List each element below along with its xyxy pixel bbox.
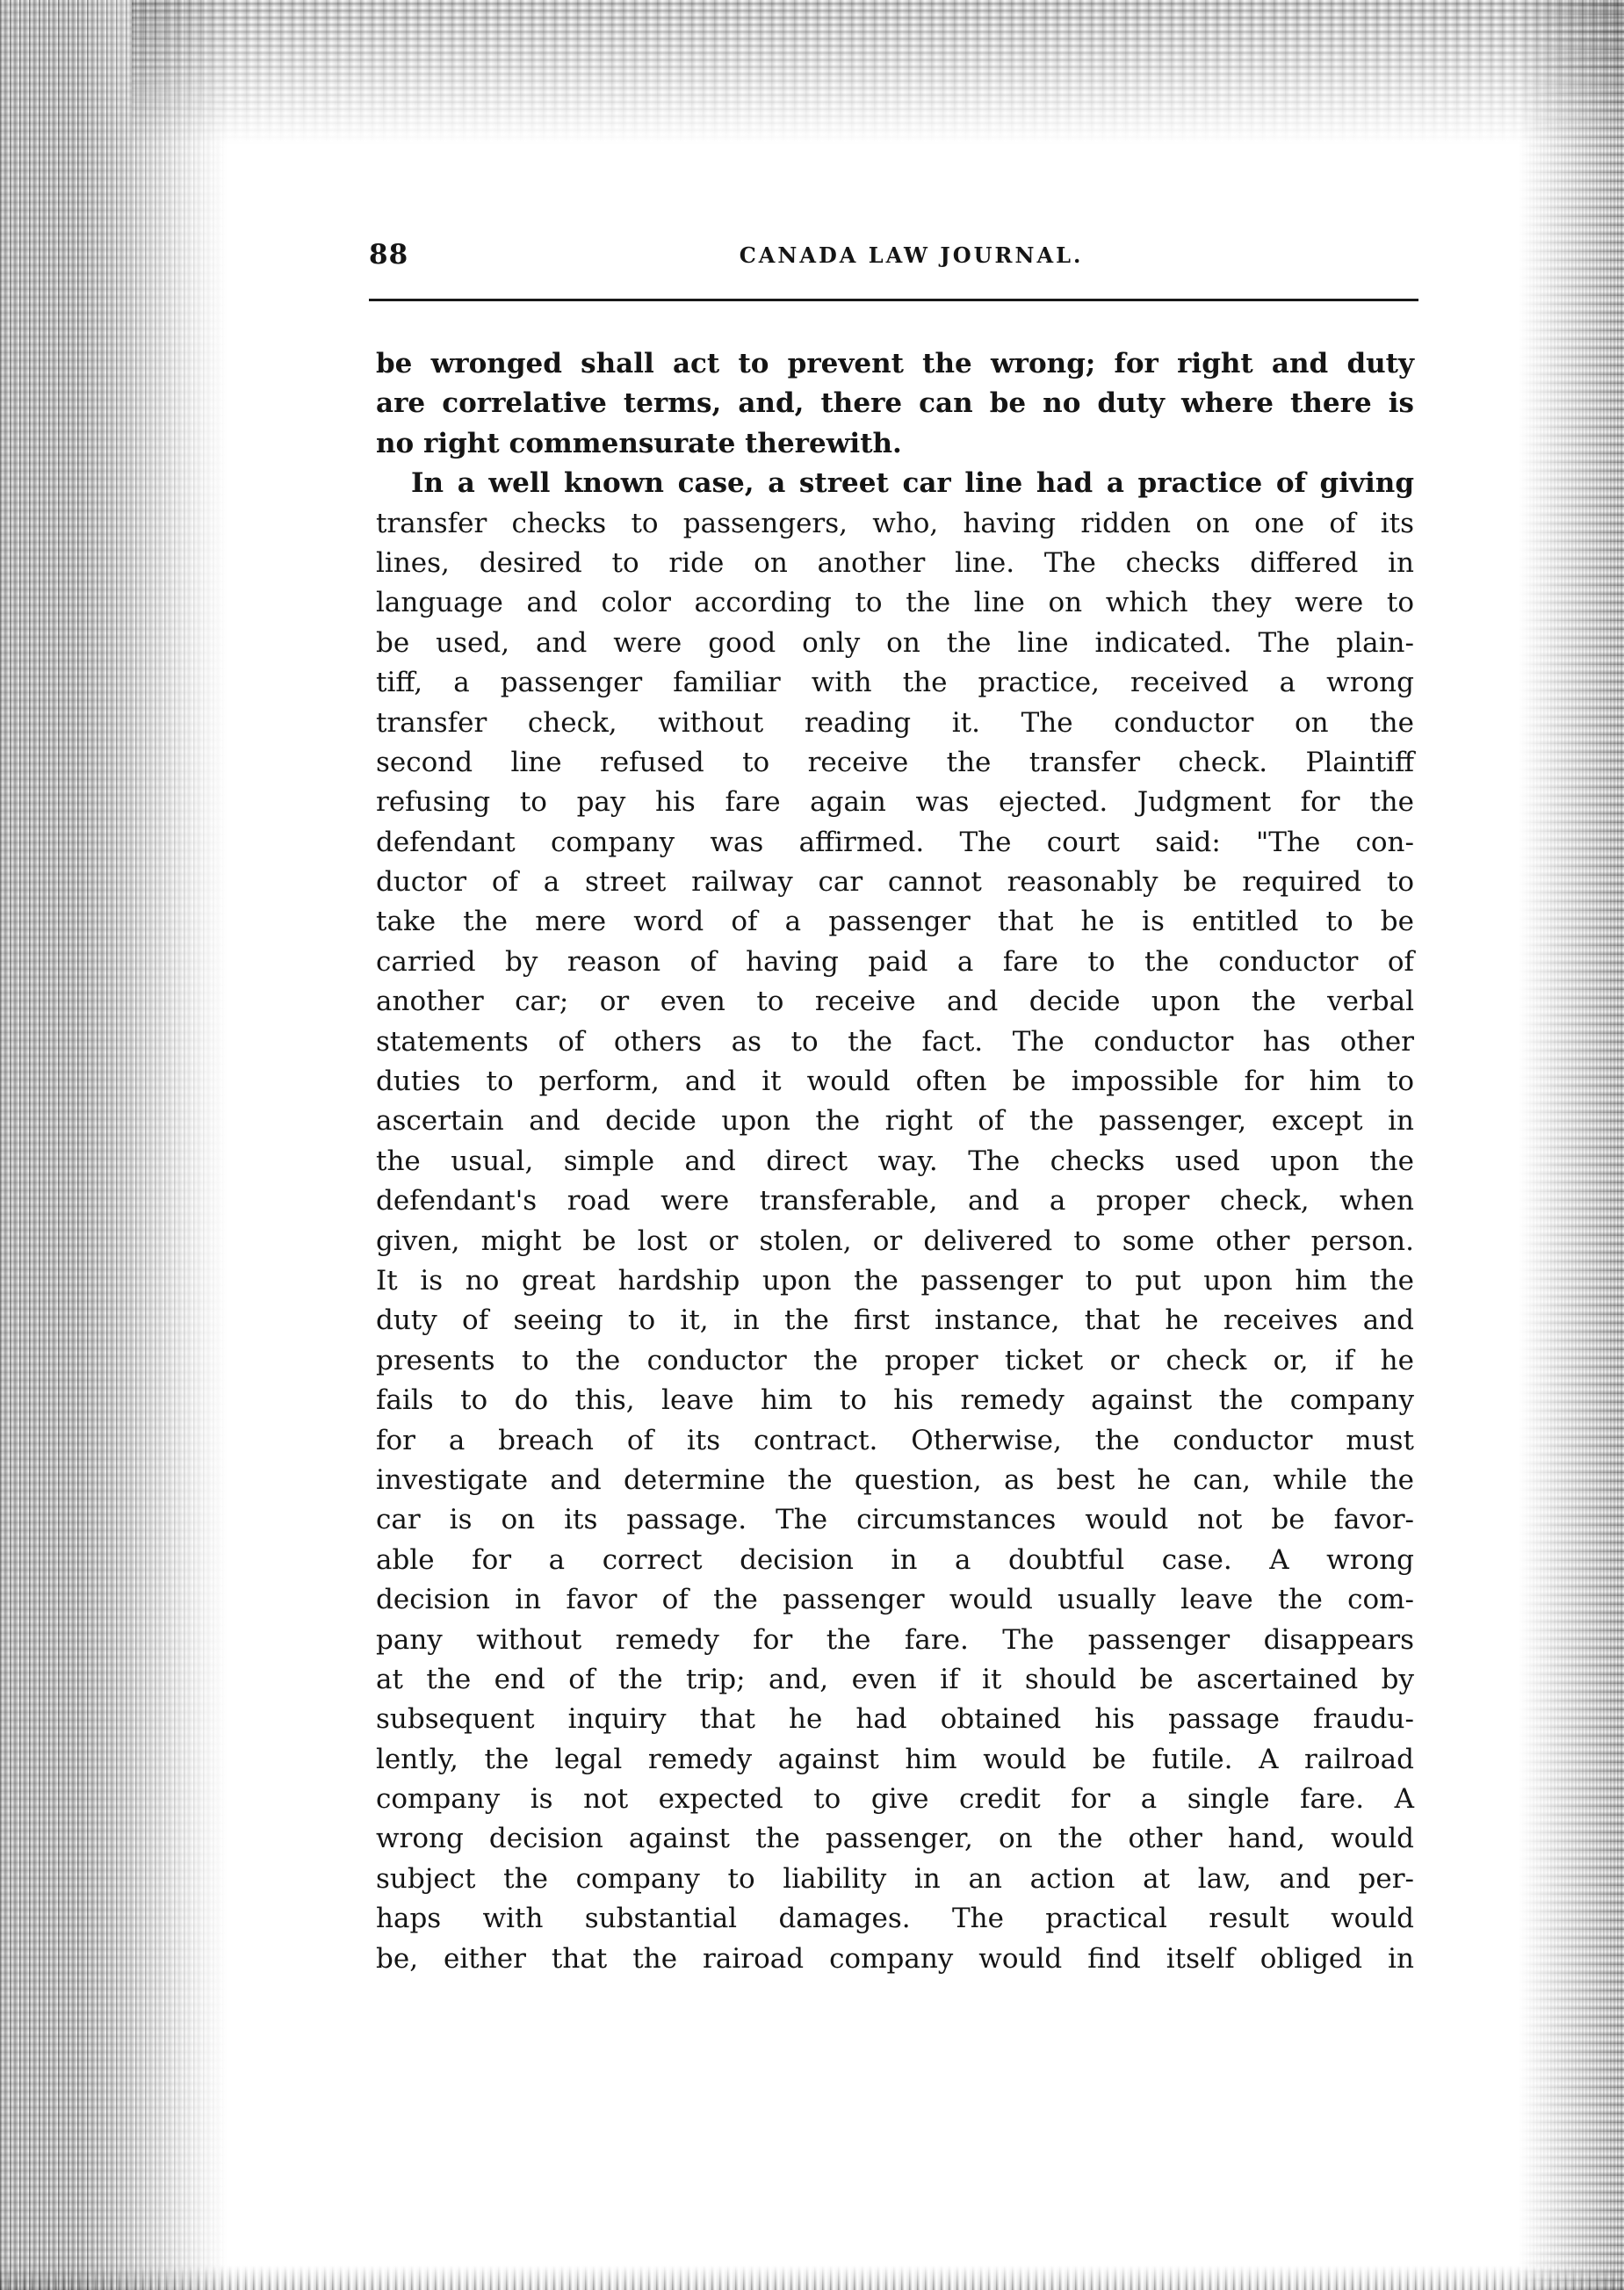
page-number: 88 bbox=[369, 239, 409, 271]
text-line: wrong decision against the passenger, on the other hand, would bbox=[376, 1823, 1414, 1855]
text-line: second line refused to receive the transfer check. Plaintiff bbox=[376, 746, 1414, 778]
text-line: fails to do this, leave him to his remedy against the company bbox=[376, 1384, 1414, 1417]
text-line: haps with substantial damages. The practical result would bbox=[376, 1903, 1414, 1935]
text-line: refusing to pay his fare again was ejected. Judgment for the bbox=[376, 786, 1414, 819]
scan-edge-left bbox=[0, 0, 228, 2290]
text-line: subject the company to liability in an action at law, and per- bbox=[376, 1862, 1414, 1895]
text-line: given, might be lost or stolen, or delivered to some other person. bbox=[376, 1224, 1414, 1257]
text-line: duty of seeing to it, in the first instance, that he receives and bbox=[376, 1304, 1414, 1337]
text-line: It is no great hardship upon the passenger to put upon him the bbox=[376, 1264, 1414, 1297]
text-line: transfer check, without reading it. The conductor on the bbox=[376, 706, 1414, 739]
text-line: ascertain and decide upon the right of the passenger, except in bbox=[376, 1105, 1414, 1138]
text-line: language and color according to the line on which they were to bbox=[376, 587, 1414, 619]
text-line: are correlative terms, and, there can be no duty where there is bbox=[376, 387, 1414, 420]
text-line: statements of others as to the fact. The conductor has other bbox=[376, 1025, 1414, 1058]
text-line: lines, desired to ride on another line. The checks differed in bbox=[376, 546, 1414, 579]
text-line: ductor of a street railway car cannot reasonably be required to bbox=[376, 866, 1414, 899]
text-line: transfer checks to passengers, who, having ridden on one of its bbox=[376, 507, 1414, 539]
text-line: duties to perform, and it would often be impossible for him to bbox=[376, 1066, 1414, 1098]
text-line: the usual, simple and direct way. The checks used upon the bbox=[376, 1145, 1414, 1177]
page-header bbox=[369, 239, 1418, 285]
text-line: carried by reason of having paid a fare to the conductor of bbox=[376, 945, 1414, 978]
text-line: defendant company was affirmed. The court said: "The con- bbox=[376, 826, 1414, 858]
text-line: at the end of the trip; and, even if it should be ascertained by bbox=[376, 1663, 1414, 1695]
text-line: decision in favor of the passenger would usually leave the com- bbox=[376, 1584, 1414, 1616]
text-line: another car; or even to receive and decide upon the verbal bbox=[376, 986, 1414, 1018]
text-line: be used, and were good only on the line indicated. The plain- bbox=[376, 626, 1414, 659]
text-line: In a well known case, a street car line had a practice of giving bbox=[411, 467, 1414, 500]
body-text bbox=[376, 344, 1414, 1979]
text-line: lently, the legal remedy against him would be futile. A railroad bbox=[376, 1743, 1414, 1775]
text-line: be wronged shall act to prevent the wrong; for right and duty bbox=[376, 348, 1414, 379]
scan-edge-bottom bbox=[0, 2265, 1624, 2290]
header-rule bbox=[369, 299, 1418, 301]
scan-edge-right bbox=[1519, 0, 1624, 2290]
text-line: investigate and determine the question, as best he can, while the bbox=[376, 1463, 1414, 1496]
text-line: no right commensurate therewith. bbox=[376, 427, 902, 459]
text-line: for a breach of its contract. Otherwise, the conductor must bbox=[376, 1424, 1414, 1456]
text-line: pany without remedy for the fare. The passenger disappears bbox=[376, 1623, 1414, 1656]
text-line: defendant's road were transferable, and a proper check, when bbox=[376, 1185, 1414, 1217]
text-line: able for a correct decision in a doubtful case. A wrong bbox=[376, 1543, 1414, 1576]
text-line: company is not expected to give credit for a single fare. A bbox=[376, 1783, 1414, 1816]
text-line: be, either that the rairoad company would find itself obliged in bbox=[376, 1942, 1414, 1975]
text-line: take the mere word of a passenger that he is entitled to be bbox=[376, 906, 1414, 938]
text-line: car is on its passage. The circumstances would not be favor- bbox=[376, 1504, 1414, 1536]
text-line: presents to the conductor the proper ticket or check or, if he bbox=[376, 1344, 1414, 1376]
running-title: CANADA LAW JOURNAL. bbox=[739, 242, 1084, 268]
text-line: tiff, a passenger familiar with the practice, received a wrong bbox=[376, 667, 1414, 699]
text-line: subsequent inquiry that he had obtained his passage fraudu- bbox=[376, 1703, 1414, 1736]
scan-edge-top bbox=[132, 0, 1624, 145]
